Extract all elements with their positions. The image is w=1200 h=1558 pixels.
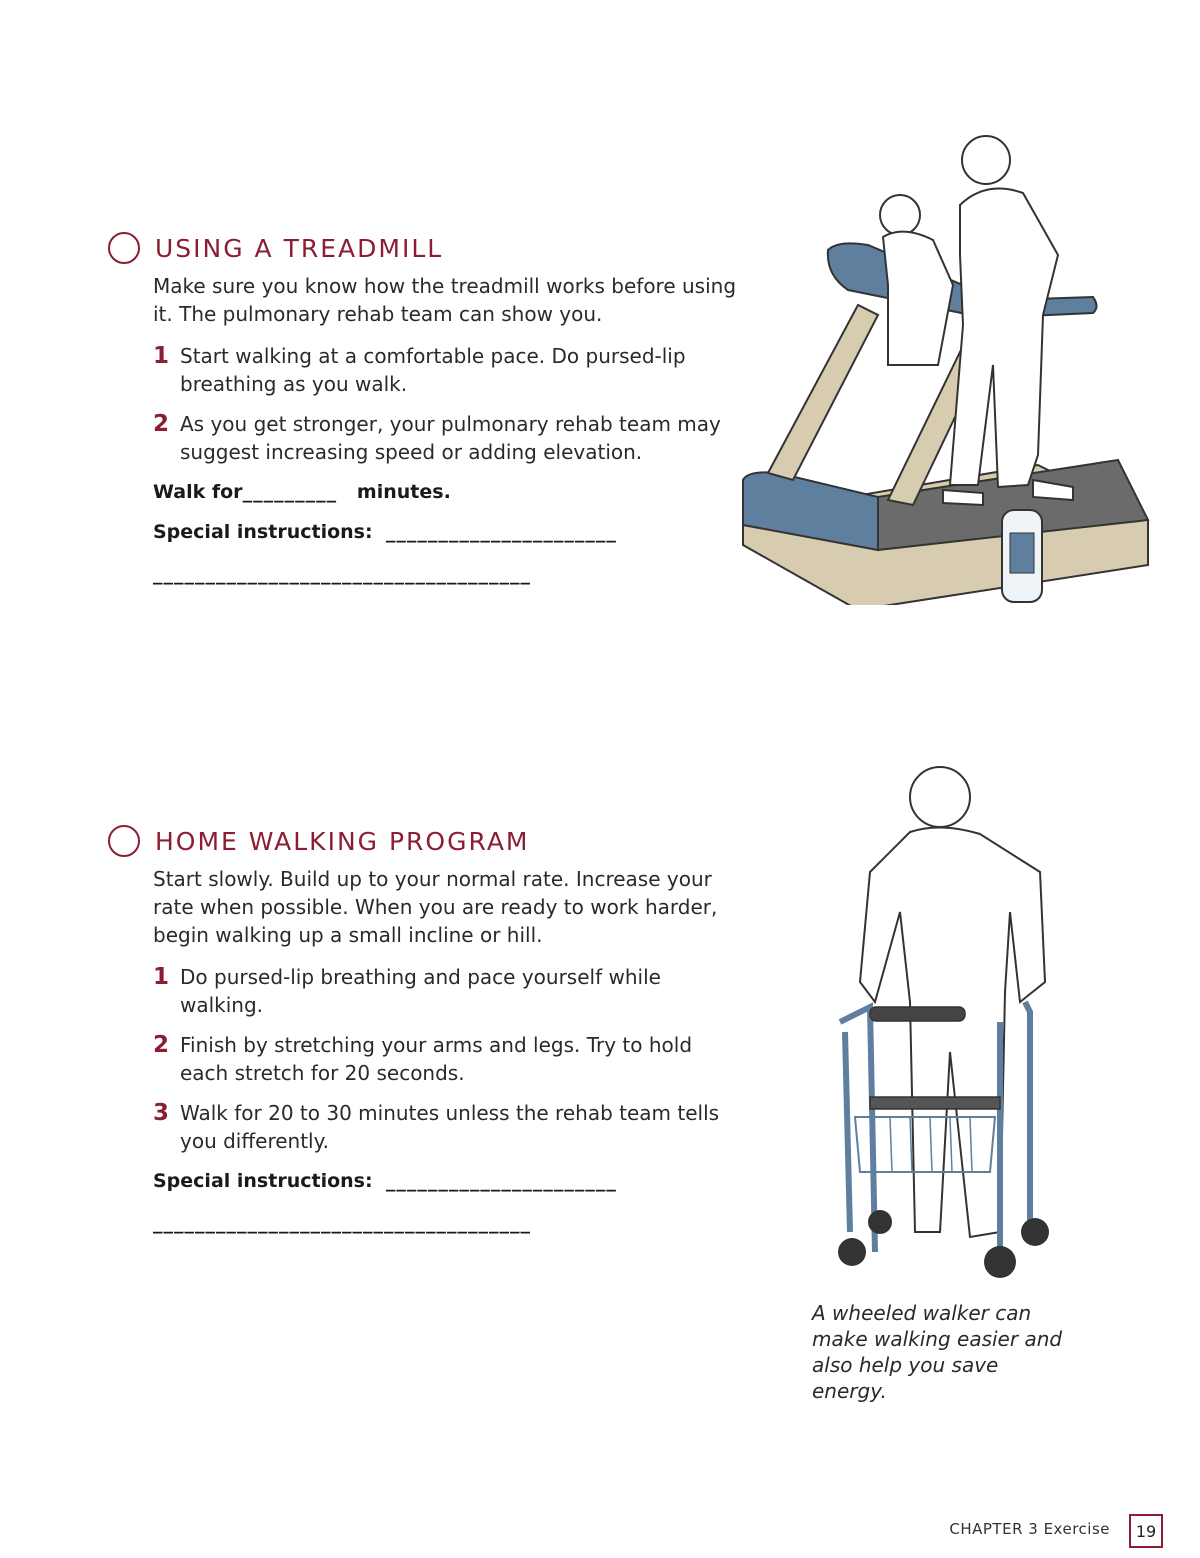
walk-unit: minutes. xyxy=(356,481,451,503)
treadmill-title: USING A TREADMILL xyxy=(155,233,444,263)
step-text: Start walking at a comfortable pace. Do pursed-lip breathing as you walk. xyxy=(180,344,686,396)
list-item xyxy=(153,410,733,466)
special-label: Special instructions: xyxy=(153,521,373,543)
treadmill-steps xyxy=(153,342,733,466)
chapter-footer: CHAPTER 3 Exercise xyxy=(949,1520,1110,1538)
home-walking-intro: Start slowly. Build up to your normal rate. Increase your rate when possible. When you are ready to work harder, begin walking up a small incline or hill. xyxy=(153,867,718,947)
treadmill-heading xyxy=(108,232,753,264)
home-walking-section xyxy=(108,825,753,1237)
step-number: 2 xyxy=(153,1032,170,1058)
special-blank-line2[interactable]: ____________________________________ xyxy=(153,1212,531,1234)
step-text: Finish by stretching your arms and legs. Try to hold each stretch for 20 seconds. xyxy=(180,1033,693,1085)
treadmill-special-field xyxy=(153,518,753,546)
treadmill-section xyxy=(108,232,753,588)
home-special-line2 xyxy=(153,1209,753,1237)
walk-label: Walk for xyxy=(153,481,243,503)
step-text: Do pursed-lip breathing and pace yourself while walking. xyxy=(180,965,661,1017)
special-label: Special instructions: xyxy=(153,1170,373,1192)
page-number: 19 xyxy=(1129,1514,1163,1548)
walk-minutes-field xyxy=(153,478,753,506)
step-number: 3 xyxy=(153,1100,170,1126)
list-item xyxy=(153,342,733,398)
step-number: 1 xyxy=(153,964,170,990)
treadmill-illustration xyxy=(738,125,1158,605)
home-walking-heading xyxy=(108,825,753,857)
special-blank[interactable]: ______________________ xyxy=(385,521,617,543)
step-number: 2 xyxy=(153,411,170,437)
list-item xyxy=(153,1031,733,1087)
special-blank-line2[interactable]: ____________________________________ xyxy=(153,563,531,585)
step-text: Walk for 20 to 30 minutes unless the rehab team tells you differently. xyxy=(180,1101,720,1153)
list-item xyxy=(153,1099,733,1155)
step-text: As you get stronger, your pulmonary rehab team may suggest increasing speed or adding elevation. xyxy=(180,412,721,464)
home-special-field xyxy=(153,1167,753,1195)
treadmill-intro: Make sure you know how the treadmill works before using it. The pulmonary rehab team can show you. xyxy=(153,274,737,326)
walk-minutes-blank[interactable]: _________ xyxy=(242,481,338,503)
walker-illustration xyxy=(830,752,1060,1287)
list-item xyxy=(153,963,733,1019)
checkbox-circle-icon[interactable] xyxy=(108,825,140,857)
checkbox-circle-icon[interactable] xyxy=(108,232,140,264)
treadmill-special-line2 xyxy=(153,560,753,588)
step-number: 1 xyxy=(153,343,170,369)
home-walking-steps xyxy=(153,963,733,1155)
walker-caption: A wheeled walker can make walking easier and also help you save energy. xyxy=(812,1301,1063,1403)
home-walking-title: HOME WALKING PROGRAM xyxy=(155,826,530,856)
special-blank[interactable]: ______________________ xyxy=(385,1170,617,1192)
